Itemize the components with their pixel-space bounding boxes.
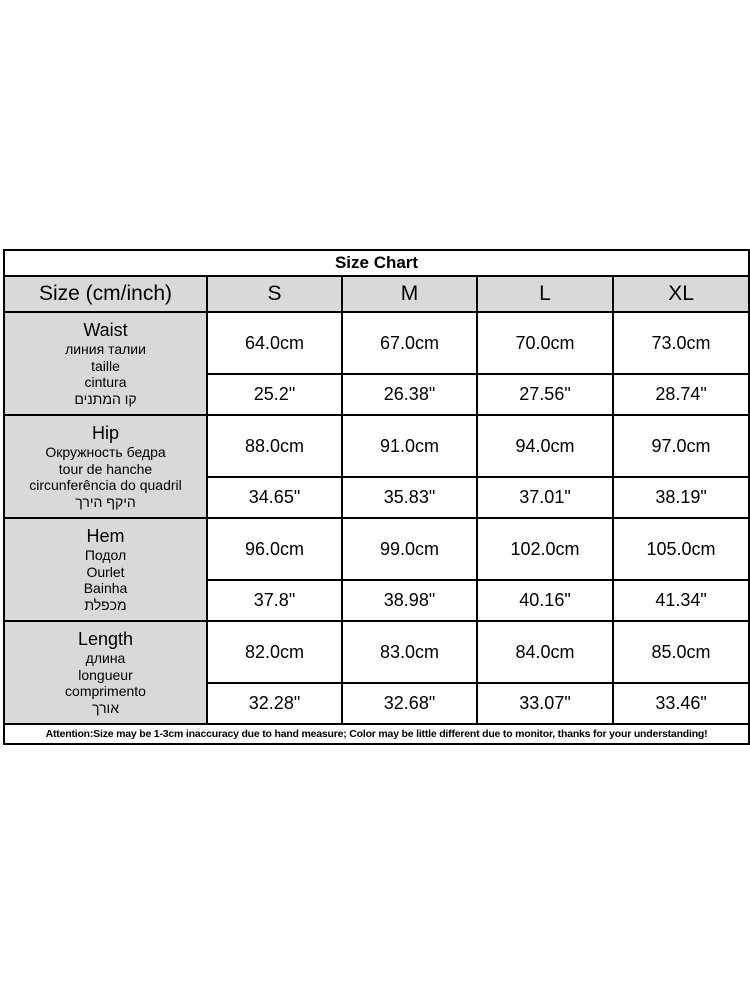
- length-label-pt: comprimento: [65, 683, 146, 700]
- hip-label-cell: [4, 415, 207, 518]
- header-size-unit: Size (cm/inch): [4, 276, 207, 312]
- length-inch-s: 32.28": [207, 683, 342, 724]
- hip-label-fr: tour de hanche: [58, 460, 153, 477]
- length-label-he: אורך: [92, 699, 119, 716]
- chart-title: Size Chart: [4, 250, 749, 276]
- length-cm-m: 83.0cm: [342, 621, 477, 683]
- waist-inch-xl: 28.74": [613, 374, 749, 415]
- waist-label-cell: [4, 312, 207, 415]
- header-size-m: M: [342, 276, 477, 312]
- hip-label-ru: Окружность бедра: [45, 444, 166, 461]
- hip-inch-s: 34.65": [207, 477, 342, 518]
- hem-cm-row: [4, 518, 749, 580]
- length-label-ru: длина: [85, 650, 126, 667]
- waist-inch-m: 26.38": [342, 374, 477, 415]
- hem-label-cell: [4, 518, 207, 621]
- header-size-s: S: [207, 276, 342, 312]
- hem-label-he: מכפלת: [84, 596, 127, 613]
- waist-cm-m: 67.0cm: [342, 312, 477, 374]
- hem-label-pt: Bainha: [83, 580, 128, 597]
- waist-cm-row: [4, 312, 749, 374]
- attention-note: Attention:Size may be 1-3cm inaccuracy due to hand measure; Color may be little different due to monitor, thanks for your understanding!: [4, 724, 749, 744]
- waist-inch-s: 25.2": [207, 374, 342, 415]
- length-inch-l: 33.07": [477, 683, 613, 724]
- length-cm-xl: 85.0cm: [613, 621, 749, 683]
- hip-cm-l: 94.0cm: [477, 415, 613, 477]
- waist-inch-l: 27.56": [477, 374, 613, 415]
- waist-label-pt: cintura: [84, 374, 127, 391]
- hip-cm-m: 91.0cm: [342, 415, 477, 477]
- waist-label: Waist: [83, 319, 128, 340]
- length-inch-m: 32.68": [342, 683, 477, 724]
- length-cm-row: [4, 621, 749, 683]
- title-row: [4, 250, 749, 276]
- header-size-xl: XL: [613, 276, 749, 312]
- length-cm-l: 84.0cm: [477, 621, 613, 683]
- hem-inch-m: 38.98": [342, 580, 477, 621]
- header-size-l: L: [477, 276, 613, 312]
- hem-cm-s: 96.0cm: [207, 518, 342, 580]
- hip-inch-l: 37.01": [477, 477, 613, 518]
- hip-cm-row: [4, 415, 749, 477]
- hip-cm-xl: 97.0cm: [613, 415, 749, 477]
- hem-inch-s: 37.8": [207, 580, 342, 621]
- hip-label-pt: circunferência do quadril: [29, 477, 182, 494]
- length-label-cell: [4, 621, 207, 724]
- length-label: Length: [77, 628, 134, 649]
- waist-cm-xl: 73.0cm: [613, 312, 749, 374]
- length-inch-xl: 33.46": [613, 683, 749, 724]
- hip-inch-m: 35.83": [342, 477, 477, 518]
- waist-label-fr: taille: [91, 357, 120, 374]
- hem-label-ru: Подол: [84, 547, 127, 564]
- waist-cm-s: 64.0cm: [207, 312, 342, 374]
- hem-cm-m: 99.0cm: [342, 518, 477, 580]
- waist-label-he: קו המתנים: [74, 390, 137, 407]
- hem-cm-l: 102.0cm: [477, 518, 613, 580]
- hem-inch-xl: 41.34": [613, 580, 749, 621]
- header-row: [4, 276, 749, 312]
- size-chart-table: [3, 249, 750, 745]
- hem-label-fr: Ourlet: [86, 563, 125, 580]
- hem-inch-l: 40.16": [477, 580, 613, 621]
- hip-cm-s: 88.0cm: [207, 415, 342, 477]
- length-label-fr: longueur: [78, 666, 133, 683]
- hip-label-he: היקף הירך: [75, 493, 136, 510]
- hip-label: Hip: [91, 422, 119, 443]
- hem-cm-xl: 105.0cm: [613, 518, 749, 580]
- length-cm-s: 82.0cm: [207, 621, 342, 683]
- note-row: [4, 724, 749, 744]
- hem-label: Hem: [86, 525, 125, 546]
- waist-cm-l: 70.0cm: [477, 312, 613, 374]
- hip-inch-xl: 38.19": [613, 477, 749, 518]
- waist-label-ru: линия талии: [65, 341, 146, 358]
